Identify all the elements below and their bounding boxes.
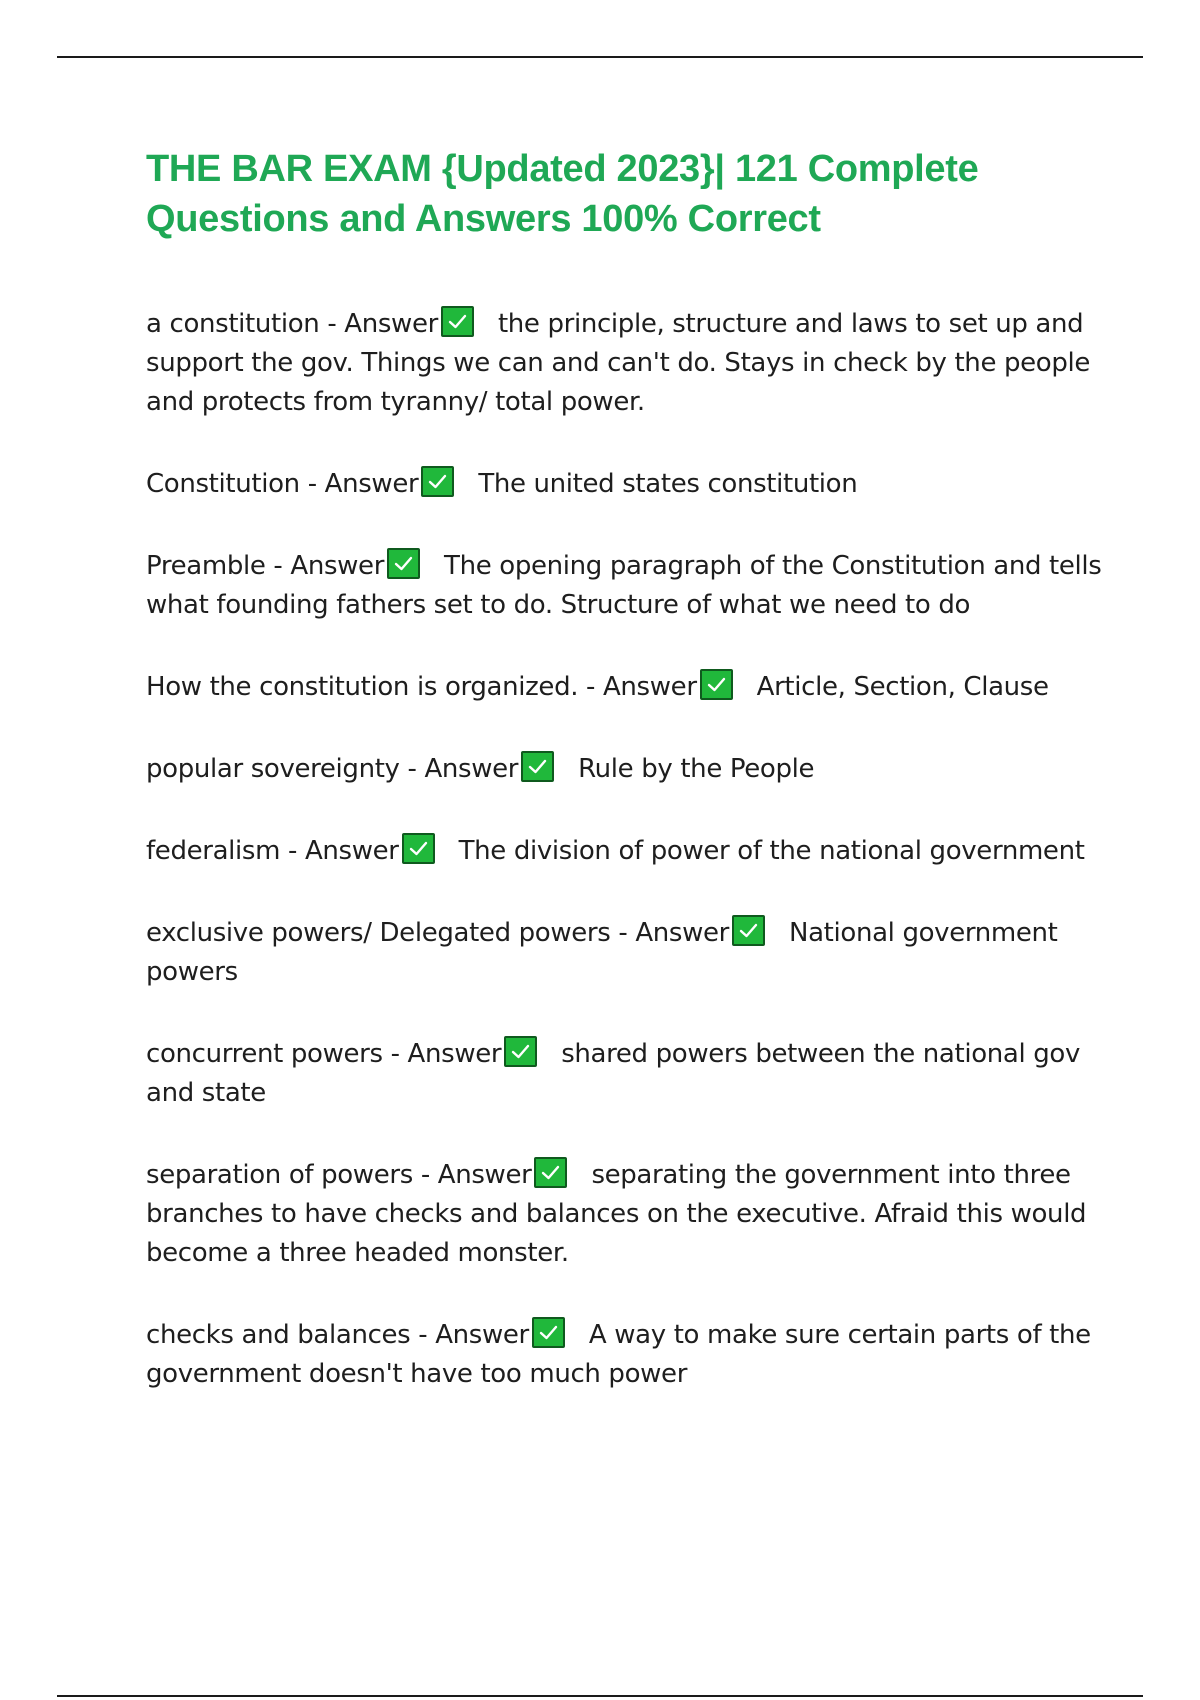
qa-item	[146, 305, 1106, 422]
qa-item	[146, 750, 1106, 789]
answer-text: shared powers between the national gov and state	[146, 1039, 1080, 1108]
document-title: THE BAR EXAM {Updated 2023}| 121 Complete Questions and Answers 100% Correct	[146, 148, 979, 240]
top-divider	[57, 56, 1143, 58]
check-mark-box-icon	[402, 833, 435, 864]
question-text: federalism - Answer	[146, 836, 399, 866]
check-mark-box-icon	[532, 1317, 565, 1348]
question-text: exclusive powers/ Delegated powers - Answer	[146, 918, 729, 948]
check-mark-box-icon	[700, 669, 733, 700]
qa-item	[146, 1035, 1106, 1113]
question-text: How the constitution is organized. - Answer	[146, 672, 697, 702]
answer-text: Article, Section, Clause	[756, 672, 1049, 702]
question-text: Preamble - Answer	[146, 551, 385, 581]
qa-item	[146, 668, 1106, 707]
answer-text: National government powers	[146, 918, 1058, 987]
question-text: a constitution - Answer	[146, 309, 438, 339]
answer-text: A way to make sure certain parts of the government doesn't have too much power	[146, 1320, 1091, 1389]
qa-item	[146, 1316, 1106, 1394]
answer-text: Rule by the People	[578, 754, 815, 784]
answer-text: the principle, structure and laws to set up and support the gov. Things we can and can't do. Stays in check by the people and protects from tyranny/ total power.	[146, 309, 1091, 417]
question-text: popular sovereignty - Answer	[146, 754, 519, 784]
check-mark-box-icon	[421, 466, 454, 497]
question-text: separation of powers - Answer	[146, 1160, 532, 1190]
check-mark-box-icon	[534, 1157, 567, 1188]
qa-item	[146, 914, 1106, 992]
qa-item	[146, 465, 1106, 504]
bottom-divider	[57, 1695, 1143, 1697]
qa-item	[146, 832, 1106, 871]
answer-text: The division of power of the national government	[458, 836, 1085, 866]
question-text: concurrent powers - Answer	[146, 1039, 502, 1069]
qa-item	[146, 1156, 1106, 1273]
question-text: Constitution - Answer	[146, 469, 419, 499]
check-mark-box-icon	[441, 306, 474, 337]
check-mark-box-icon	[387, 548, 420, 579]
answer-text: separating the government into three branches to have checks and balances on the executive. Afraid this would become a three headed monster.	[146, 1160, 1087, 1268]
qa-list	[146, 305, 1106, 1437]
check-mark-box-icon	[504, 1036, 537, 1067]
question-text: checks and balances - Answer	[146, 1320, 529, 1350]
check-mark-box-icon	[521, 751, 554, 782]
answer-text: The opening paragraph of the Constitution and tells what founding fathers set to do. Structure of what we need to do	[146, 551, 1102, 620]
answer-text: The united states constitution	[478, 469, 858, 499]
qa-item	[146, 547, 1106, 625]
check-mark-box-icon	[732, 915, 765, 946]
